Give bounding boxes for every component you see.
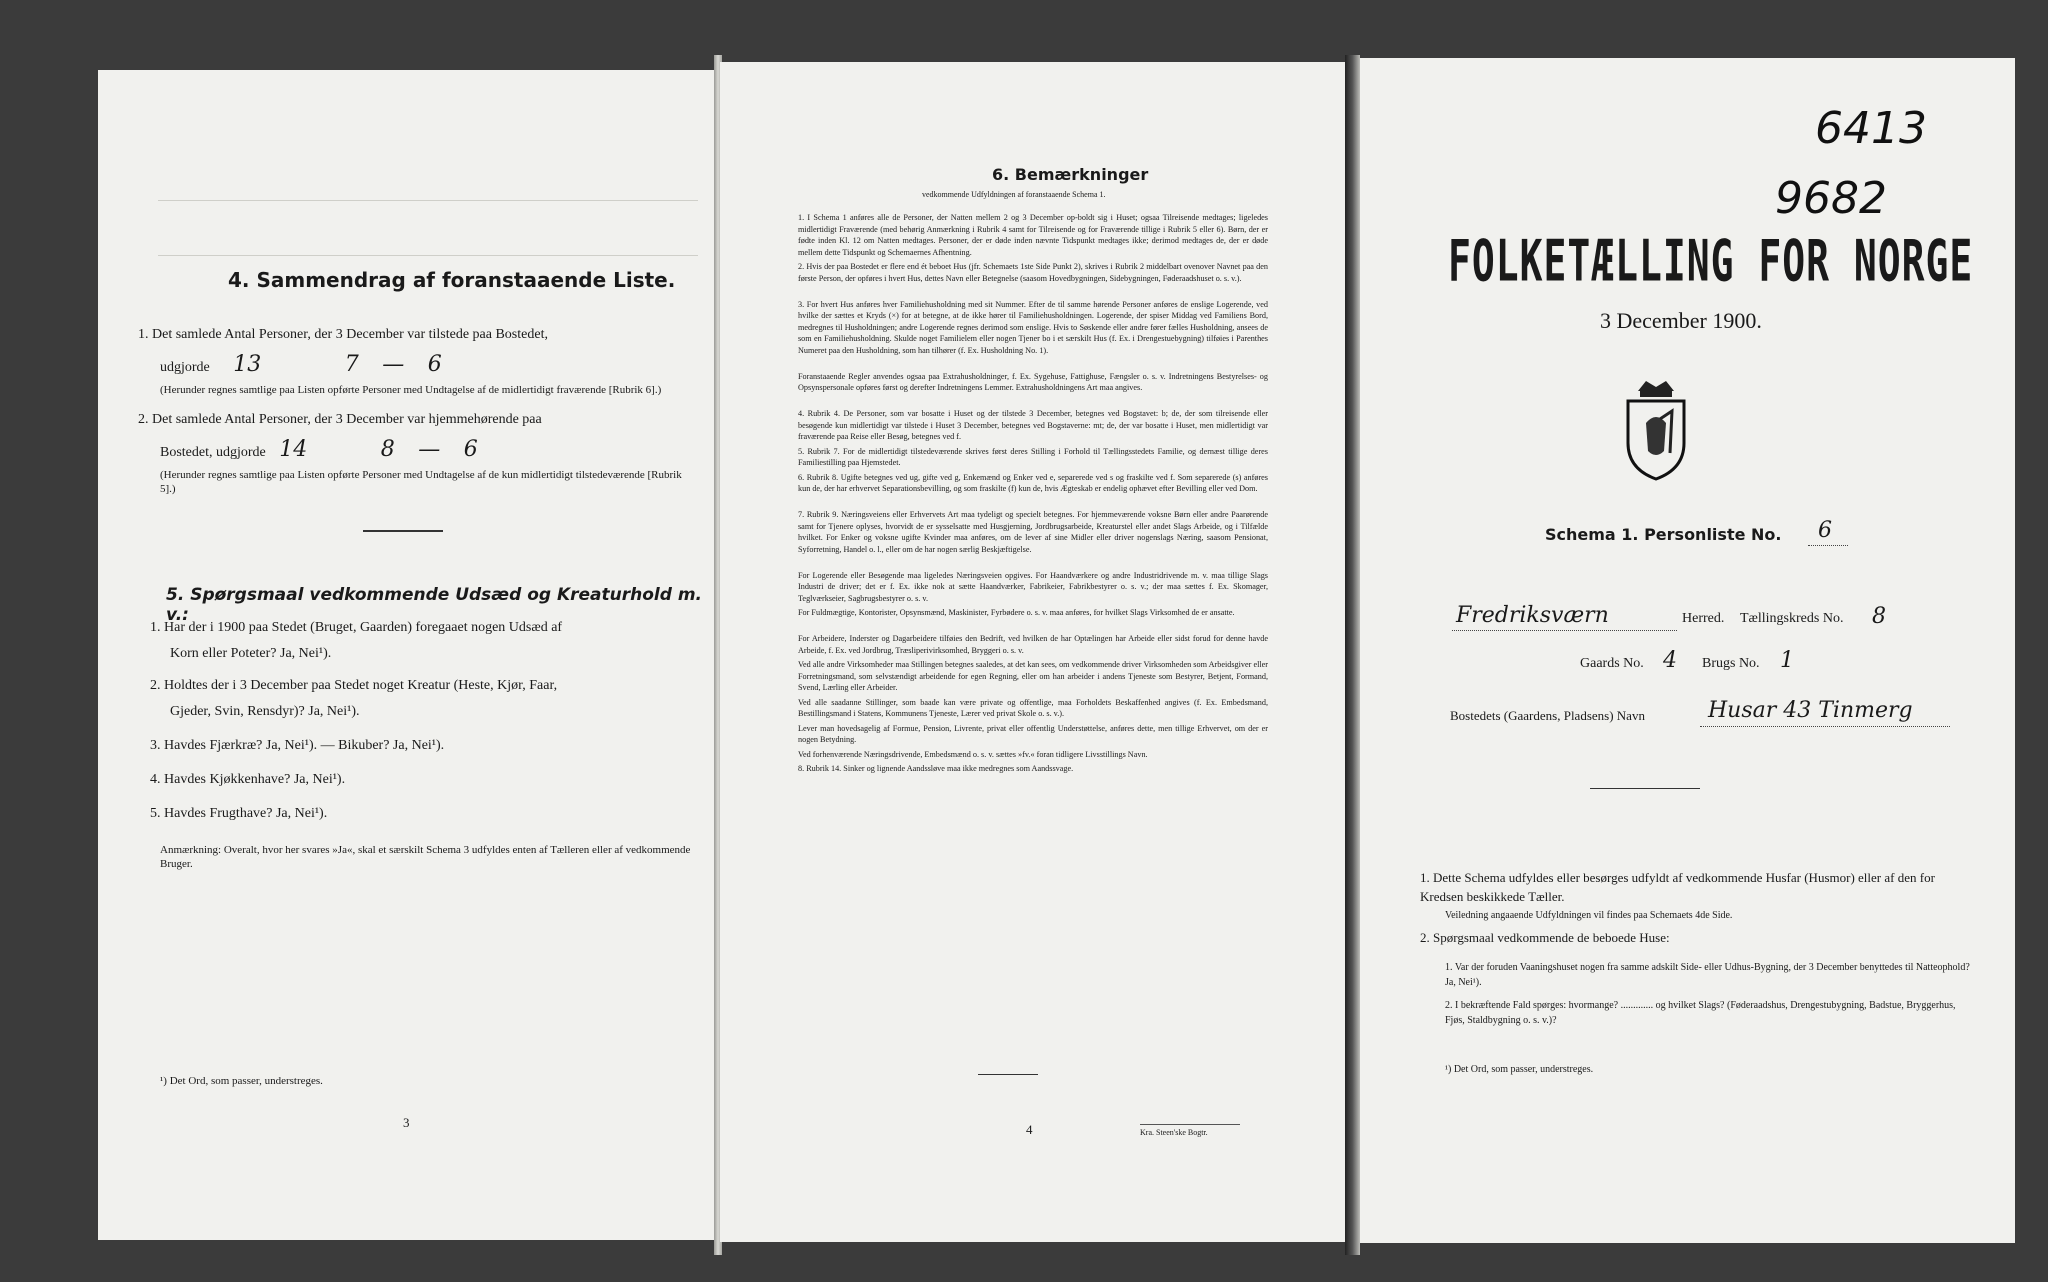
census-date: 3 December 1900. [1600,308,1762,333]
herred-label: Herred. [1682,611,1725,626]
section-divider [363,530,443,532]
question-2a: 2. Holdtes der i 3 December paa Stedet noget Kreatur (Heste, Kjør, Faar, [150,678,558,693]
remark-paragraph: 8. Rubrik 14. Sinker og lignende Aandssløve maa ikke medregnes som Aandssvage. [798,764,1074,773]
item-2-prefix: Bostedet, udgjorde [160,445,266,460]
remark-paragraph: Ved alle andre Virksomheder maa Stillingen betegnes saaledes, at det kan sees, om vedkommende driver Virksomheden som Arbeidsgiver eller Forretningsmand, som selvstændigt arbeidende for egen Regning, eller om han arbeider i andens Tjeneste som Bestyrer, Betjent, Formand, Svend, Lærling eller Arbeider. [798,660,1268,692]
question-1b: Korn eller Poteter? Ja, Nei¹). [170,646,332,661]
summary-item-1-note: (Herunder regnes samtlige paa Listen opførte Personer med Undtagelse af de midlertidigt fraværende [Rubrik 6].) [160,384,662,396]
bosted-value: Husar 43 Tinmerg [1708,698,1913,723]
item-2-female: 6 [463,437,478,462]
brugs-label: Brugs No. [1702,656,1760,671]
printer-imprint: Kra. Steen'ske Bogtr. [1140,1128,1208,1137]
remark-paragraph: 4. Rubrik 4. De Personer, som var bosatte i Huset og der tilstede 3 December, betegnes ved Bogstavet: b; de, der som tilreisende eller besøgende kun midlertidigt var tilstede i Huset 3 December, betegnes ved Bogstaverne: mt; de, der var bosatte i Huset, men midlertidigt var fraværende paa Reise eller Besøg, betegnes ved f. [798,409,1268,441]
item-1-prefix: udgjorde [160,360,210,375]
kreds-value: 8 [1872,604,1886,629]
archive-number-2: 9682 [1775,173,1887,224]
instruction-2-2: 2. I bekræftende Fald spørges: hvormange? ............. og hvilket Slags? (Føderaadshus, Drengestubygning, Badstue, Bryggerhus, Fjøs, Staldbygning o. s. v.)? [1445,1000,1956,1026]
remark-paragraph: Foranstaaende Regler anvendes ogsaa paa Extrahusholdninger, f. Ex. Sygehuse, Fattighuse, Fængsler o. s. v. Indretningens Bestyrelses- og Opsynspersonale opføres først og derefter Indretningens Lemmer. Extrahusholdningens Art maa angives. [798,371,1268,392]
census-title: FOLKETÆLLING FOR NORGE [1448,228,1974,294]
brugs-value: 1 [1780,648,1794,673]
remark-paragraph: For Arbeidere, Inderster og Dagarbeidere tilføies den Bedrift, ved hvilken de har Optælingen har Arbeide eller sidst forud for denne havde Arbeide, f. Ex. ved Jordbrug, Træsliperivirksomhed, Bryggeri o. s. v. [798,634,1268,655]
item-2-total: 14 [279,437,308,462]
question-5: 5. Havdes Frugthave? Ja, Nei¹). [150,806,328,821]
bosted-label: Bostedets (Gaardens, Pladsens) Navn [1450,708,1645,723]
question-3: 3. Havdes Fjærkræ? Ja, Nei¹). — Bikuber? Ja, Nei¹). [150,738,445,753]
schema-label: Schema 1. Personliste No. [1545,525,1782,544]
remarks-heading: 6. Bemærkninger [992,165,1149,184]
remark-paragraph: Ved alle saadanne Stillinger, som baade kan være private og offentlige, maa Forholdets Beskaffenhed angives (f. Ex. Embedsmand, Bestillingsmand i Statens, Kommunens Tjeneste, Lærer ved privat Skole o. s. v.). [798,697,1268,718]
remark-paragraph: Lever man hovedsagelig af Formue, Pension, Livrente, privat eller offentlig Understøttelse, anføres dette, men tillige Erhvervet, om der er nogen Betydning. [798,723,1268,744]
question-2b: Gjeder, Svin, Rensdyr)? Ja, Nei¹). [170,704,360,719]
heading-summary: 4. Sammendrag af foranstaaende Liste. [228,268,676,292]
remark: Anmærkning: Overalt, hvor her svares »Ja«, skal et særskilt Schema 3 udfyldes enten af Tælleren eller af vedkommende Bruger. [160,844,691,870]
question-1a: 1. Har der i 1900 paa Stedet (Bruget, Gaarden) foregaaet nogen Udsæd af [150,620,563,635]
personliste-number: 6 [1818,518,1832,543]
item-2-male: 8 [380,437,395,462]
instruction-1-note: Veiledning angaaende Udfyldningen vil findes paa Schemaets 4de Side. [1445,910,1733,921]
footnote: ¹) Det Ord, som passer, understreges. [160,1075,323,1087]
summary-item-2-values: Bostedet, udgjorde 14 8 — 6 [160,437,478,462]
remark-paragraph: For Fuldmægtige, Kontorister, Opsynsmænd, Maskinister, Fyrbødere o. s. v. maa anføres, for hvilket Slags Virksomhed de er ansatte. [798,608,1235,617]
page-fold [1345,55,1360,1255]
section-divider [978,1074,1038,1075]
page-number: 4 [1026,1122,1033,1137]
page-4-remarks [720,62,1345,1242]
gaards-label: Gaards No. [1580,656,1644,671]
summary-item-2-note: (Herunder regnes samtlige paa Listen opførte Personer med Undtagelse af de kun midlertidigt tilstedeværende [Rubrik 5].) [160,469,682,495]
heading-crops-livestock: 5. Spørgsmaal vedkommende Udsæd og Kreaturhold m. v.: [166,585,703,625]
summary-item-1-values: udgjorde 13 7 — 6 [160,352,442,377]
instruction-2-1: 1. Var der foruden Vaaningshuset nogen fra samme adskilt Side- eller Udhus-Bygning, der 3 December benyttedes til Natteophold? Ja, Nei¹). [1445,962,1970,988]
herred-value: Fredriksværn [1456,603,1609,628]
gaards-value: 4 [1663,648,1677,673]
remark-paragraph: Ved forhenværende Næringsdrivende, Embedsmænd o. s. v. sættes »fv.« foran tidligere Livsstillings Navn. [798,749,1148,759]
page-3-summary [98,70,716,1240]
instruction-2: 2. Spørgsmaal vedkommende de beboede Huse: [1420,930,1670,945]
bleed-through-line [158,200,698,201]
bleed-through-line [158,255,698,256]
remark-paragraph: 1. I Schema 1 anføres alle de Personer, der Natten mellem 2 og 3 December op-boldt sig i Huset; ogsaa Tilreisende medtages; ligeledes midlertidigt Fraværende (med behørig Anmærkning i Rubrik 4 samt for Tilreisende og for Fraværende tillige i Rubrik 5 eller 6). Børn, der er fødte inden Kl. 12 om Natten medtages. Personer, der er døde inden nævnte Tidspunkt medtages ikke; derimod medtages de, der er døde mellem dette Tidspunkt og Schemaernes Afhentning. [798,213,1268,257]
printer-rule [1140,1124,1240,1125]
summary-item-1: 1. Det samlede Antal Personer, der 3 December var tilstede paa Bostedet, [138,327,548,342]
item-1-total: 13 [233,352,262,377]
page-number: 3 [403,1115,410,1130]
remarks-subheading: vedkommende Udfyldningen af foranstaaende Schema 1. [922,190,1106,199]
remark-paragraph: For Logerende eller Besøgende maa ligeledes Næringsveien opgives. For Haandværkere og andre Industridrivende m. v. maa tillige Slags Industri de driver; det er f. Ex. ikke nok at sætte Haandværker, Fabrikeier, Fabrikbestyrer o. s. v.; der maa sættes f. Ex. Skomager, Teglværkseier, Sagbrugsbestyrer o. s. v. [798,570,1268,603]
remark-paragraph: 3. For hvert Hus anføres hver Familiehusholdning med sit Nummer. Efter de til samme hørende Personer anføres de enslige Logerende, ved hvilke der sættes et Kryds (×) for at betegne, at de ikke hører til Familiehusholdningen. Logerende, der spiser Middag ved Familiens Bord, medregnes til Husholdningen; andre Logerende regnes derimod som enslige. Hvis to Søskende eller andre fører fælles Husholdning, ansees de som en Familiehusholdning. Skulde noget Familielem eller nogen Tjener bo i et særskilt Hus (f. Ex. i Drengestuebygning) tilføies i Parenthes Numeret paa den Husholdning, som han tilhører (f. Ex. Husholdning No. 1). [798,299,1268,355]
remark-paragraph: 7. Rubrik 9. Næringsveiens eller Erhvervets Art maa tydeligt og specielt betegnes. For hjemmeværende voksne Børn eller andre Paarørende samt for Tjenere oplyses, hvorvidt de er sysselsatte med Husgjerning, Jordbrugsarbeide, Kreaturstel eller andet Slags Arbeide, og i Tilfælde hvilket. For Enker og voksne ugifte Kvinder maa anføres, om de lever af sine Midler eller driver nogenslags Næring, saasom Pensionat, Syforretning, Handel o. l., eller om de har nogen særlig Beskjæftigelse. [798,510,1268,554]
kreds-label: Tællingskreds No. [1740,611,1844,626]
question-4: 4. Havdes Kjøkkenhave? Ja, Nei¹). [150,772,346,787]
footnote: ¹) Det Ord, som passer, understreges. [1445,1064,1594,1075]
norwegian-coat-of-arms-icon [1616,373,1696,483]
page-1-cover [1360,58,2015,1243]
item-1-female: 6 [427,352,442,377]
section-divider [1590,788,1700,789]
archive-number-1: 6413 [1815,103,1927,154]
remark-paragraph: 5. Rubrik 7. For de midlertidigt tilstedeværende skrives først deres Stilling i Forhold til Tællingsstedets Familie, og dernæst tillige deres Familiestilling paa Hjemstedet. [798,446,1268,467]
remark-paragraph: 2. Hvis der paa Bostedet er flere end ét beboet Hus (jfr. Schemaets 1ste Side Punkt 2), skrives i Rubrik 2 middelbart ovenover Navnet paa den første Person, der opføres i hvert Hus, dettes Navn eller Betegnelse (saasom Hovedbygningen, Sidebygningen, Føderaadshuset o. s. v.). [798,262,1268,283]
item-1-male: 7 [344,352,359,377]
remark-paragraph: 6. Rubrik 8. Ugifte betegnes ved ug, gifte ved g, Enkemænd og Enker ved e, separerede ved s og fraskilte ved f. Som separerede (s) anføres kun de, der har erhvervet Separationsbevilling, og som fraskilte (f) kun de, hvis Ægteskab er endelig ophævet efter Bevilling eller ved Dom. [798,472,1268,493]
summary-item-2: 2. Det samlede Antal Personer, der 3 December var hjemmehørende paa [138,412,542,427]
instruction-1: 1. Dette Schema udfyldes eller besørges udfyldt af vedkommende Husfar (Husmor) eller af den for Kredsen beskikkede Tæller. [1420,870,1935,904]
